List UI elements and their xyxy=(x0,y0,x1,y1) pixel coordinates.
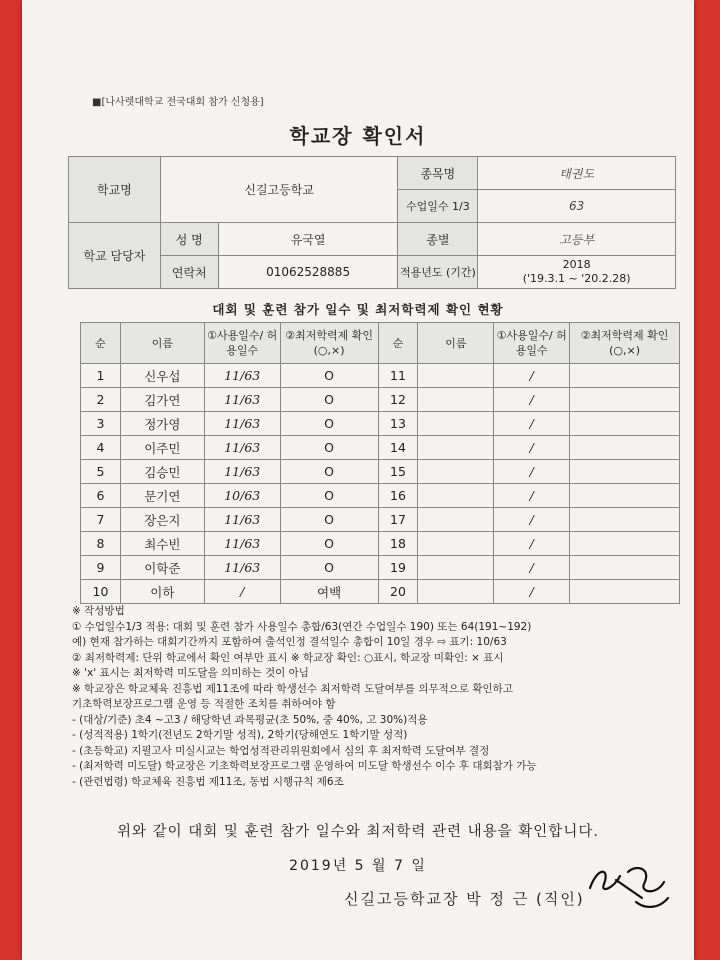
school-info-table xyxy=(68,156,676,289)
row-usage: 11/63 xyxy=(204,412,280,436)
row-check: O xyxy=(280,532,378,556)
row-no: 9 xyxy=(81,556,121,580)
row-usage: / xyxy=(494,388,570,412)
note-line: - (최저학력 미도달) 학교장은 기초학력보장프로그램 운영하여 미도달 학생선수 이수 후 대회참가 가능 xyxy=(72,760,537,772)
event-label: 종목명 xyxy=(398,157,478,190)
year-cell xyxy=(478,256,676,289)
year-period: ('19.3.1 ~ '20.2.28) xyxy=(522,272,631,285)
document-title: 학교장 확인서 xyxy=(289,124,427,148)
header-check: ②최저학력제 확인(○,×) xyxy=(570,323,680,364)
note-line: 기초학력보장프로그램 운영 등 적절한 조치를 취하여야 함 xyxy=(72,698,336,710)
row-usage: / xyxy=(494,556,570,580)
note-line: - (성적적용) 1학기(전년도 2학기말 성적), 2학기(당해연도 1학기말 성적) xyxy=(72,729,408,741)
row-no: 12 xyxy=(378,388,418,412)
school-label: 학교명 xyxy=(69,157,161,223)
row-usage: / xyxy=(494,460,570,484)
row-no: 20 xyxy=(378,580,418,604)
note-line: ※ 학교장은 학교체육 진흥법 제11조에 따라 학생선수 최저학력 도달여부를 의무적으로 확인하고 xyxy=(72,682,513,695)
row-check xyxy=(570,484,680,508)
row-usage: / xyxy=(494,364,570,388)
row-usage: 11/63 xyxy=(204,436,280,460)
row-check: O xyxy=(280,556,378,580)
header-no: 순 xyxy=(81,323,121,364)
table-row xyxy=(81,532,680,556)
days-value: 63 xyxy=(478,190,676,223)
table-row xyxy=(81,484,680,508)
participation-table xyxy=(80,322,680,604)
row-no: 7 xyxy=(81,508,121,532)
row-usage: / xyxy=(204,580,280,604)
row-usage: 10/63 xyxy=(204,484,280,508)
row-check xyxy=(570,556,680,580)
note-line: 예) 현재 참가하는 대회기간까지 포함하여 출석인정 결석일수 총합이 10일 경우 ⇨ 표기: 10/63 xyxy=(72,636,507,648)
table-row xyxy=(81,508,680,532)
header-usage: ①사용일수/ 허용일수 xyxy=(494,323,570,364)
table-row xyxy=(81,460,680,484)
row-check: O xyxy=(280,508,378,532)
row-check: O xyxy=(280,484,378,508)
year-label: 적용년도 (기간) xyxy=(398,256,478,289)
row-name: 신우섭 xyxy=(120,364,204,388)
category-value: 고등부 xyxy=(478,223,676,256)
event-value: 태권도 xyxy=(478,157,676,190)
row-no: 15 xyxy=(378,460,418,484)
row-name xyxy=(418,508,494,532)
manager-label: 학교 담당자 xyxy=(69,223,161,289)
row-no: 6 xyxy=(81,484,121,508)
principal-name: 신길고등학교장 박 정 근 (직인) xyxy=(344,890,585,908)
note-line: - (대상/기준) 초4 ~고3 / 해당학년 과목평균(초 50%, 중 40%, 고 30%)적용 xyxy=(72,713,428,726)
issue-date: 2019년 5 월 7 일 xyxy=(289,858,427,874)
table-row xyxy=(81,364,680,388)
table-row xyxy=(81,388,680,412)
row-check: 여백 xyxy=(280,580,378,604)
row-check: O xyxy=(280,388,378,412)
row-no: 3 xyxy=(81,412,121,436)
row-check xyxy=(570,460,680,484)
note-line: ② 최저학력제: 단위 학교에서 확인 여부만 표시 ※ 학교장 확인: ○표시, 학교장 미확인: × 표시 xyxy=(72,651,504,664)
row-usage: / xyxy=(494,484,570,508)
row-check: O xyxy=(280,436,378,460)
row-usage: / xyxy=(494,436,570,460)
row-check: O xyxy=(280,460,378,484)
row-check xyxy=(570,364,680,388)
row-name xyxy=(418,532,494,556)
writing-instructions xyxy=(72,604,682,790)
year-value: 2018 xyxy=(562,258,591,271)
section-title: 대회 및 훈련 참가 일수 및 최저학력제 확인 현황 xyxy=(212,302,504,317)
header-check: ②최저학력제 확인(○,×) xyxy=(280,323,378,364)
days-label: 수업일수 1/3 xyxy=(398,190,478,223)
row-usage: / xyxy=(494,412,570,436)
row-name xyxy=(418,460,494,484)
row-check xyxy=(570,508,680,532)
header-name: 이름 xyxy=(120,323,204,364)
row-name: 이학준 xyxy=(120,556,204,580)
row-usage: 11/63 xyxy=(204,388,280,412)
row-no: 1 xyxy=(81,364,121,388)
table-header-row xyxy=(81,323,680,364)
contact-label: 연락처 xyxy=(160,256,218,289)
row-no: 5 xyxy=(81,460,121,484)
row-usage: 11/63 xyxy=(204,556,280,580)
row-usage: / xyxy=(494,580,570,604)
row-name: 이주민 xyxy=(120,436,204,460)
row-no: 4 xyxy=(81,436,121,460)
note-line: - (초등학교) 지필고사 미실시교는 학업성적관리위원회에서 심의 후 최저학력 도달여부 결정 xyxy=(72,744,490,757)
row-no: 2 xyxy=(81,388,121,412)
row-name: 장은지 xyxy=(120,508,204,532)
document-page xyxy=(22,0,694,960)
row-name xyxy=(418,436,494,460)
row-check: O xyxy=(280,364,378,388)
row-usage: 11/63 xyxy=(204,460,280,484)
confirm-statement: 위와 같이 대회 및 훈련 참가 일수와 최저학력 관련 내용을 확인합니다. xyxy=(117,824,599,840)
row-name xyxy=(418,580,494,604)
row-name xyxy=(418,388,494,412)
row-no: 8 xyxy=(81,532,121,556)
row-check xyxy=(570,532,680,556)
row-usage: / xyxy=(494,508,570,532)
row-name xyxy=(418,364,494,388)
row-no: 18 xyxy=(378,532,418,556)
note-line: - (관련법령) 학교체육 진흥법 제11조, 동법 시행규칙 제6조 xyxy=(72,775,344,788)
row-no: 16 xyxy=(378,484,418,508)
header-name: 이름 xyxy=(418,323,494,364)
row-no: 14 xyxy=(378,436,418,460)
row-no: 17 xyxy=(378,508,418,532)
row-name: 김가연 xyxy=(120,388,204,412)
table-row xyxy=(81,556,680,580)
row-name xyxy=(418,412,494,436)
row-check xyxy=(570,580,680,604)
name-label: 성 명 xyxy=(160,223,218,256)
form-tag: ■[나사렛대학교 전국대회 참가 신청용] xyxy=(92,97,264,108)
row-no: 13 xyxy=(378,412,418,436)
table-row xyxy=(81,436,680,460)
row-check xyxy=(570,412,680,436)
table-row xyxy=(81,580,680,604)
row-name: 문기연 xyxy=(120,484,204,508)
note-line: ※ 'x' 표시는 최저학력 미도달을 의미하는 것이 아님 xyxy=(72,667,309,679)
school-value: 신길고등학교 xyxy=(160,157,398,223)
header-usage: ①사용일수/ 허용일수 xyxy=(204,323,280,364)
row-check xyxy=(570,388,680,412)
category-label: 종별 xyxy=(398,223,478,256)
row-name xyxy=(418,484,494,508)
row-name: 이하 xyxy=(120,580,204,604)
row-check: O xyxy=(280,412,378,436)
row-usage: 11/63 xyxy=(204,508,280,532)
row-name xyxy=(418,556,494,580)
row-no: 19 xyxy=(378,556,418,580)
name-value: 유국열 xyxy=(218,223,398,256)
row-usage: 11/63 xyxy=(204,364,280,388)
row-no: 10 xyxy=(81,580,121,604)
note-line: ① 수업일수1/3 적용: 대회 및 훈련 참가 사용일수 총합/63(연간 수업일수 190) 또는 64(191~192) xyxy=(72,620,532,633)
signature-mark xyxy=(582,858,672,918)
row-usage: 11/63 xyxy=(204,532,280,556)
row-name: 최수빈 xyxy=(120,532,204,556)
header-no: 순 xyxy=(378,323,418,364)
contact-value: 01062528885 xyxy=(218,256,398,289)
row-name: 김승민 xyxy=(120,460,204,484)
row-name: 정가영 xyxy=(120,412,204,436)
row-check xyxy=(570,436,680,460)
row-usage: / xyxy=(494,532,570,556)
table-row xyxy=(81,412,680,436)
row-no: 11 xyxy=(378,364,418,388)
note-line: ※ 작성방법 xyxy=(72,605,125,617)
